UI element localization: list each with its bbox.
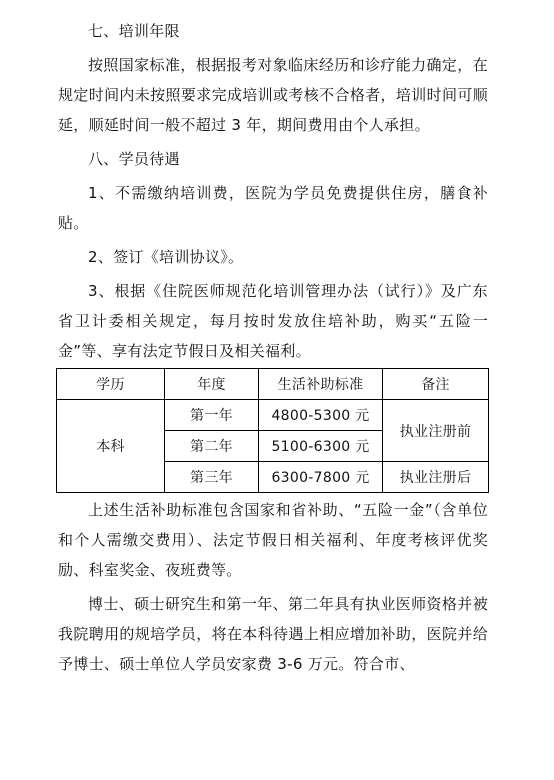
degree-cell: 本科 [57,400,165,493]
header-stipend: 生活补助标准 [259,369,383,400]
section-7-paragraph: 按照国家标准，根据报考对象临床经历和诊疗能力确定，在规定时间内未按照要求完成培训或考核不合格者，培训时间可顺延，顺延时间一般不超过 3 年，期间费用由个人承担。 [58,56,488,134]
header-year: 年度 [165,369,259,400]
table-header-row [57,369,489,400]
header-remark: 备注 [383,369,489,400]
amount-cell: 4800-5300 元 [259,400,383,431]
remark-cell-after: 执业注册后 [383,462,489,493]
year-cell: 第一年 [165,400,259,431]
amount-cell: 6300-7800 元 [259,462,383,493]
stipend-table [56,368,489,493]
section-7-heading: 七、培训年限 [88,22,180,40]
year-cell: 第三年 [165,462,259,493]
table-row [57,400,489,431]
header-degree: 学历 [57,369,165,400]
section-8-heading: 八、学员待遇 [88,150,180,168]
extra-subsidy-paragraph: 博士、硕士研究生和第一年、第二年具有执业医师资格并被我院聘用的规培学员，将在本科待遇上相应增加补助，医院并给予博士、硕士单位人学员安家费 3-6 万元。符合市、 [58,595,488,673]
benefit-item-3: 3、根据《住院医师规范化培训管理办法（试行）》及广东省卫计委相关规定，每月按时发放住培补助，购买“五险一金”等、享有法定节假日及相关福利。 [58,282,488,360]
year-cell: 第二年 [165,431,259,462]
stipend-note-paragraph: 上述生活补助标准包含国家和省补助、“五险一金”（含单位和个人需缴交费用）、法定节假日相关福利、年度考核评优奖励、科室奖金、夜班费等。 [58,501,488,579]
remark-cell-before: 执业注册前 [383,400,489,462]
document-page [58,0,488,679]
amount-cell: 5100-6300 元 [259,431,383,462]
benefit-item-1: 1、不需缴纳培训费，医院为学员免费提供住房，膳食补贴。 [58,184,488,232]
benefit-item-2: 2、签订《培训协议》。 [88,248,244,266]
